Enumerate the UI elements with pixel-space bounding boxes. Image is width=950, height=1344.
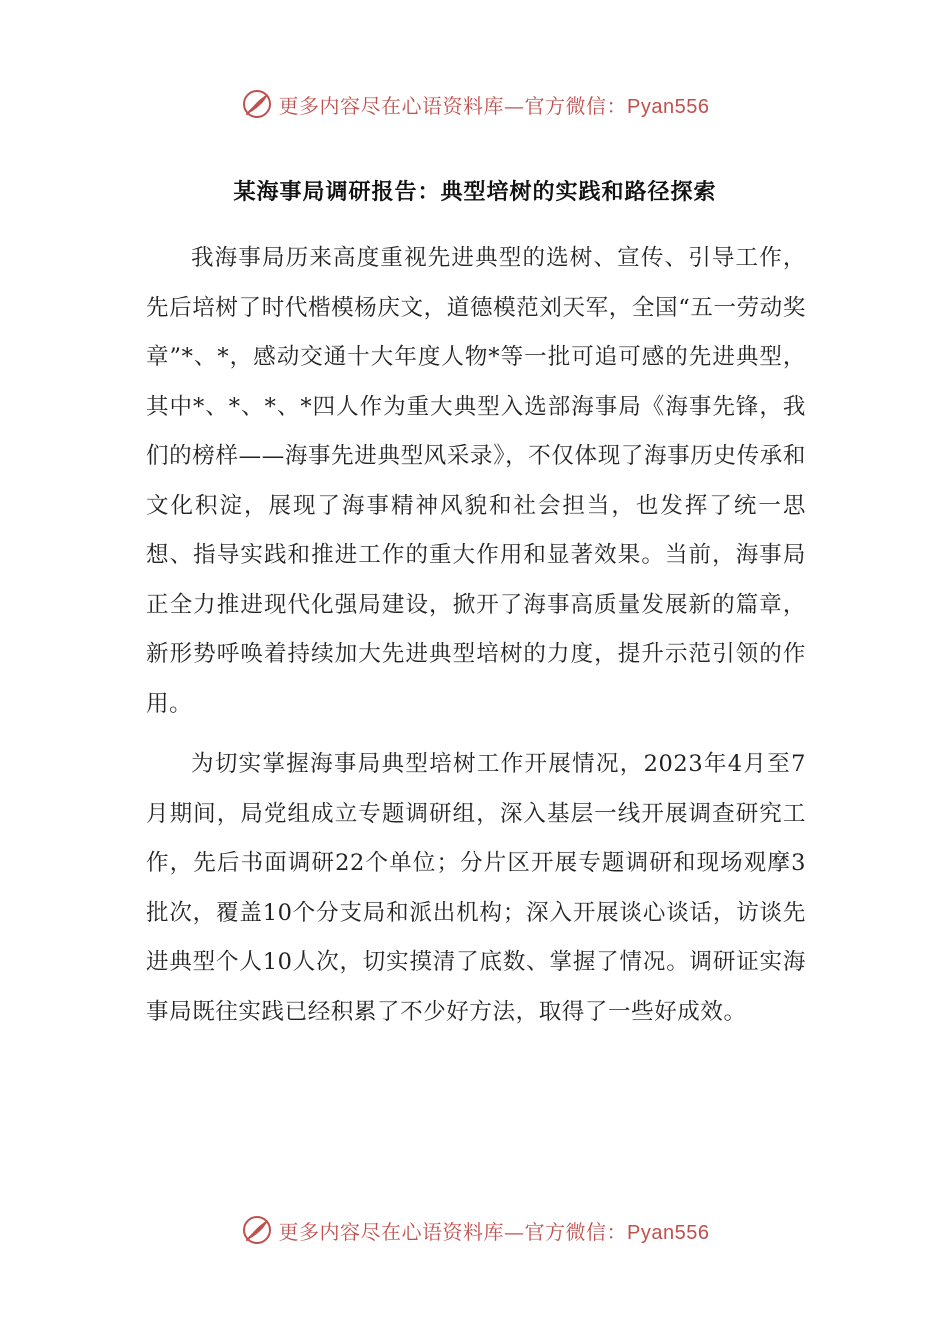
document-title: 某海事局调研报告：典型培树的实践和路径探索 bbox=[233, 179, 717, 205]
footer-wechat-handle: Pyan556 bbox=[627, 1221, 710, 1244]
paragraph-1: 我海事局历来高度重视先进典型的选树、宣传、引导工作，先后培树了时代楷模杨庆文，道德模范刘天军，全国“五一劳动奖章”*、*，感动交通十大年度人物*等一批可追可感的先进典型，其中*、*、*、*四人作为重大典型入选部海事局《海事先锋，我们的榜样——海事先进典型风采录》，不仅体现了海事历史传承和文化积淀，展现了海事精神风貌和社会担当，也发挥了统一思想、指导实践和推进工作的重大作用和显著效果。当前，海事局正全力推进现代化强局建设，掀开了海事高质量发展新的篇章，新形势呼唤着持续加大先进典型培树的力度，提升示范引领的作用。 bbox=[146, 245, 806, 717]
paragraph-2: 为切实掌握海事局典型培树工作开展情况，2023年4月至7月期间，局党组成立专题调研组，深入基层一线开展调查研究工作，先后书面调研22个单位；分片区开展专题调研和现场观摩3批次，覆盖10个分支局和派出机构；深入开展谈心谈话，访谈先进典型个人10人次，切实摸清了底数、掌握了情况。调研证实海事局既往实践已经积累了不少好方法，取得了一些好成效。 bbox=[146, 751, 806, 1025]
header-wechat-handle: Pyan556 bbox=[627, 95, 710, 118]
quill-pen-logo-icon bbox=[241, 88, 273, 120]
header-watermark-label: 更多内容尽在心语资料库—官方微信： bbox=[278, 93, 628, 118]
quill-pen-logo-icon bbox=[241, 1214, 273, 1246]
footer-watermark-text bbox=[279, 1216, 710, 1245]
header-watermark-text bbox=[279, 90, 710, 119]
document-body bbox=[146, 234, 806, 1037]
header-watermark-banner bbox=[0, 84, 950, 124]
footer-watermark-banner bbox=[0, 1210, 950, 1250]
footer-watermark-label: 更多内容尽在心语资料库—官方微信： bbox=[278, 1219, 628, 1244]
